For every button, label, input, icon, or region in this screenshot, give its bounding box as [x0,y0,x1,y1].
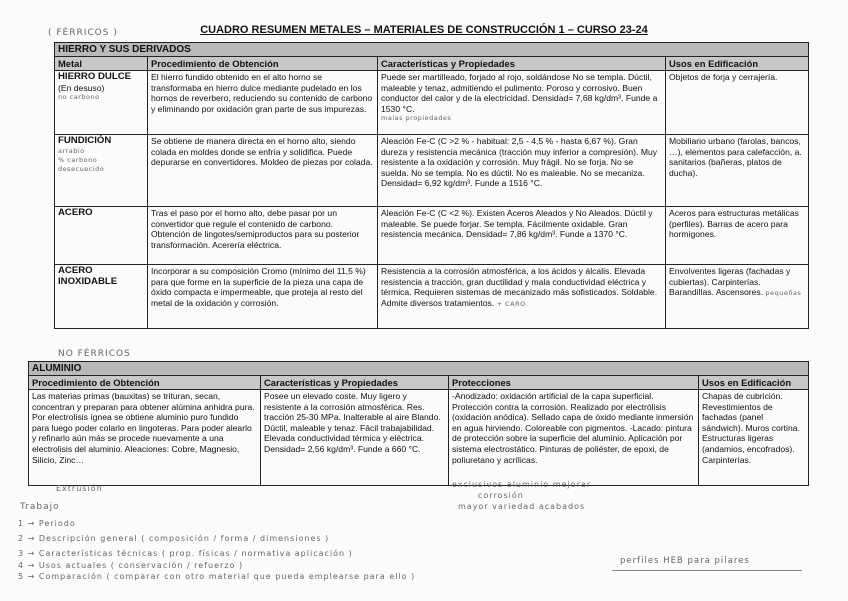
handwritten-perfiles: perfiles HEB para pilares [620,556,750,566]
uses-cell: Chapas de cubrición. Revestimientos de fachadas (panel sándwich). Muros cortina. Estructuras ligeras (andamios, encofrados). Carpinterías. [699,390,809,486]
header-procedimiento: Procedimiento de Obtención [148,57,378,71]
metal-name: FUNDICIÓN [58,135,112,146]
header-procedimiento: Procedimiento de Obtención [29,376,261,390]
proc-cell: Las materias primas (bauxitas) se trituran, secan, concentran y preparan para obtener alúmina anhidra pura. Por electrolisis ígnea se obtiene aluminio puro fundido para luego poder colarlo en lingoteras. Para poder alearlo y refinarlo aún más se procede nuevamente a una electrolisis del aluminio. Aleaciones: Cobre, Magnesio, Silicio, Zinc… [29,390,261,486]
uses-cell: Mobiliario urbano (farolas, bancos, …), elementos para calefacción, a. sanitarios (bañeras, platos de ducha). [666,135,809,207]
props-cell: Aleación Fe-C (C <2 %). Existen Aceros Aleados y No Aleados. Dúctil y maleable. Se puede forjar. Se templa. Fácilmente oxidable. Gran resistencia mecánica. Densidad= 7,86 kg/dm³. Funde a 1370 °C. [378,207,666,265]
uses-text: Envolventes ligeras (fachadas y cubiertas). Carpinterías. Barandillas. Ascensores. [669,266,791,298]
props-text: Puede ser martilleado, forjado al rojo, soldándose No se templa. Dúctil, maleable y tenaz, admitiendo el pulimento. Poroso y corrosivo. Buen conductor del calor y de la electricidad. Densidad= 7,68 kg/dm³. Funde a 1530 °C. [381,72,658,114]
props-cell [378,265,666,329]
props-text: Resistencia a la corrosión atmosférica, a los ácidos y álcalis. Elevada resistencia a tracción, gran ductilidad y mala conductividad eléctrica y térmica. Requieren sistemas de mecanizado más sofisticados. Soldable. Admite diversos tratamientos. [381,266,658,308]
document-title: CUADRO RESUMEN METALES – MATERIALES DE CONSTRUCCIÓN 1 – CURSO 23-24 [200,24,648,36]
uses-cell: Aceros para estructuras metálicas (perfiles). Barras de acero para hormigones. [666,207,809,265]
handwritten-trabajo: Trabajo [20,502,60,512]
props-cell [378,71,666,135]
metal-cell [55,135,148,207]
handwritten-no-ferricos: NO FÉRRICOS [58,349,131,359]
handwritten-note: arrabio [58,146,85,155]
table-row [55,135,809,207]
table-row [55,265,809,329]
handwritten-item: 5 → Comparación ( comparar con otro material que pueda emplearse para ello ) [18,572,416,581]
uses-cell: Objetos de forja y cerrajería. [666,71,809,135]
table-aluminio [28,361,809,486]
table-row [55,207,809,265]
header-usos: Usos en Edificación [699,376,809,390]
handwritten-ferricos: ( FÉRRICOS ) [48,28,118,38]
props-cell: Aleación Fe-C (C >2 % - habitual: 2,5 - 4,5 % - hasta 6,67 %). Gran dureza y resistencia mecánica (tracción muy inferior a compresión). Muy resistente a la oxidación y corrosión. Muy frágil. No se forja. No se suelda. No se templa. No es dúctil. No es maleable. No se mecaniza. Densidad= 6,92 kg/dm³. Funde a 1516 °C. [378,135,666,207]
proc-cell: Tras el paso por el horno alto, debe pasar por un convertidor que regule el contenido de carbono. Obtención de lingotes/semiproductos para su posterior transformación. Acerería eléctrica. [148,207,378,265]
handwritten-note: exclusivos aluminio mejorar [452,480,592,489]
section-aluminio: ALUMINIO [29,362,809,376]
table-row [29,390,809,486]
metal-name: HIERRO DULCE [58,71,132,82]
table-row [55,71,809,135]
handwritten-item: 2 → Descripción general ( composición / forma / dimensiones ) [18,534,330,543]
proc-cell: Se obtiene de manera directa en el horno alto, siendo colada en moldes donde se enfría y solidifica. Puede depurarse en convertidores. Moldeo de piezas por colada. [148,135,378,207]
handwritten-item: 1 → Periodo [18,519,76,528]
metal-cell: ACERO INOXIDABLE [55,265,148,329]
handwritten-note: pequeñas [765,289,802,298]
uses-cell [666,265,809,329]
header-caracteristicas: Características y Propiedades [261,376,449,390]
header-metal: Metal [55,57,148,71]
handwritten-note: no carbono [58,93,100,102]
prot-cell: -Anodizado: oxidación artificial de la capa superficial. Protección contra la corrosión. Realizado por electrólisis (oxidación anódica). Sellado capa de óxido mediante inmersión en agua hirviendo. Coloreable con pigmentos. -Lacado: pintura de protección sobre la superficie del aluminio. Aplicación por sistema electrostático. Pinturas de poliéster, de epoxi, de poliuretano y acrílicas. [449,390,699,486]
props-cell: Posee un elevado coste. Muy ligero y resistente a la corrosión atmosférica. Res. tracción 25-30 MPa. Inalterable al aire Blando. Dúctil, maleable y tenaz. Fácil trabajabilidad. Elevada conductividad térmica y eléctrica. Densidad= 2,56 kg/dm³. Funde a 660 °C. [261,390,449,486]
metal-subtitle: (En desuso) [58,82,105,93]
table-hierro [54,42,809,329]
handwritten-item: 4 → Usos actuales ( conservación / refuerzo ) [18,561,244,570]
metal-cell [55,71,148,135]
handwritten-note: % carbono desecuecido [58,155,105,173]
handwritten-underline [612,570,802,571]
proc-cell: El hierro fundido obtenido en el alto horno se transformaba en hierro dulce mediante pudelado en los hornos de reverbero, reduciendo su contenido de carbono y eliminando por oxidación gran parte de sus impurezas. [148,71,378,135]
proc-cell: Incorporar a su composición Cromo (mínimo del 11,5 %) para que forme en la superficie de la pieza una capa de óxido compacta e impermeable, que proteja al resto del metal de la oxidación y corrosión. [148,265,378,329]
handwritten-note: mayor variedad acabados [458,502,586,511]
metal-cell: ACERO [55,207,148,265]
section-hierro: HIERRO Y SUS DERIVADOS [55,43,809,57]
handwritten-note: + CARO [496,299,526,308]
header-usos: Usos en Edificación [666,57,809,71]
handwritten-item: 3 → Características técnicas ( prop. físicas / normativa aplicación ) [18,549,353,558]
handwritten-note: malas propiedades [381,114,452,123]
header-caracteristicas: Características y Propiedades [378,57,666,71]
handwritten-extrusion: Extrusión [56,484,103,493]
header-protecciones: Protecciones [449,376,699,390]
handwritten-note: corrosión [478,491,524,500]
